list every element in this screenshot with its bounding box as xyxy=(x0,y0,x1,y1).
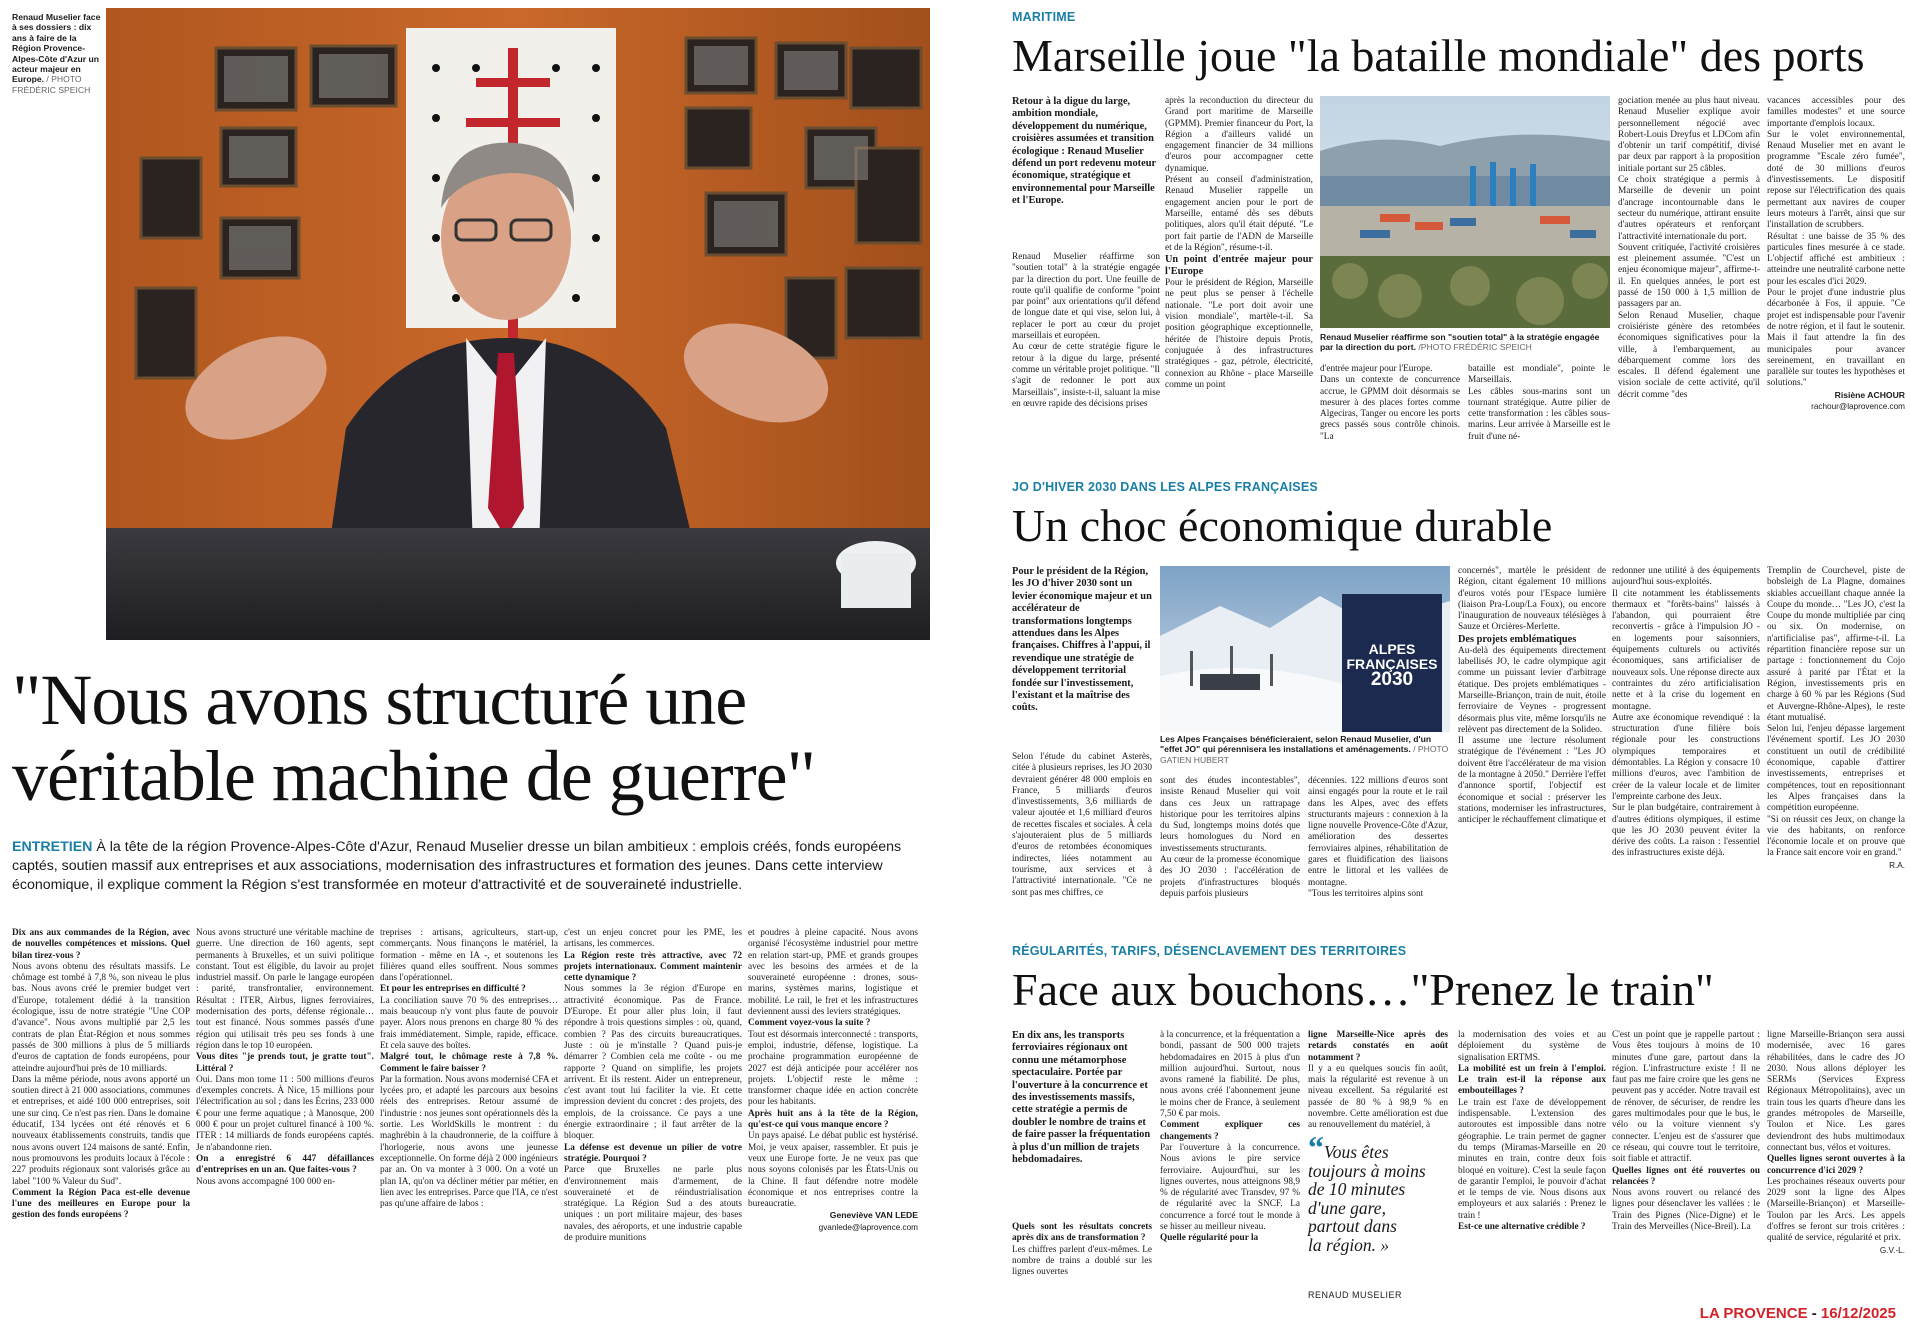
paragraph: Résultat : une baisse de 35 % des particules fines mesurée à ce stade. L'objectif affiché est ambitieux : atteindre une neutralité carbone nette pour les escales d'ici 2029. xyxy=(1767,231,1905,287)
paragraph: Le train est l'axe de développement indispensable. L'extension des autoroutes est impossible dans notre géographie. Le train permet de gagner du temps (Miramas-Marseille en 20 minutes en train, contre deux fois bloqué en voiture). C'est la seule façon de garantir l'emploi, le pouvoir d'achat et le temps de vie. Nous disons aux employeurs et aux salariés : Prenez le train ! xyxy=(1458,1097,1606,1221)
jo-col-5 xyxy=(1612,566,1760,922)
train-col-6 xyxy=(1767,1030,1905,1300)
paragraph: Il assume une lecture résolument stratégique de l'événement : "Les JO doivent être l'accélérateur de ma vision de la montagne à 2050." Derrière l'effet d'annonce sportif, l'objectif est économique et social : préserver les stations, moderniser les infrastructures, anticiper le réchauffement climatique et xyxy=(1458,736,1606,826)
interview-col-2 xyxy=(196,928,374,1318)
paragraph: Les câbles sous-marins sont un tournant stratégique. Autre pilier de cette transformation : les câbles sous-marins. Leur arrivée à Marseille est le fruit d'une né- xyxy=(1468,386,1610,442)
question: ligne Marseille-Nice après des retards constatés en août notamment ? xyxy=(1308,1030,1448,1063)
train-lead xyxy=(1012,1030,1152,1180)
question: Dix ans aux commandes de la Région, avec de nouvelles compétences et missions. Quel bilan tirez-vous ? xyxy=(12,928,190,961)
ski-photo-caption xyxy=(1160,734,1450,765)
jo-col-4 xyxy=(1458,566,1606,922)
standfirst xyxy=(12,838,918,895)
sign-line-1: ALPES xyxy=(1368,641,1416,657)
pullquote-line-1: Vous êtes xyxy=(1324,1142,1389,1162)
paragraph: "Si on réussit ces Jeux, on change la vie des habitants, on renforce l'économie locale et on prouve que la France sait encore voir en grand." xyxy=(1767,814,1905,859)
maritime-col-1 xyxy=(1012,252,1160,452)
question: Comment voyez-vous la suite ? xyxy=(748,1018,871,1029)
interview-signature xyxy=(748,1210,918,1233)
paragraph: C'est un point que je rappelle partout : Vous êtes toujours à moins de 10 minutes d'une gare, partout dans la région. L'infrastructure existe ! Il ne faut pas me faire croire que les gens ne peuvent pas y accéder. Notre travail est de rénover, de sécuriser, de rendre les gares multimodales pour que le bus, le vélo ou la voiture viennent s'y connecter. L'enjeu est de s'assurer que ce réseau, qui couvre tout le territoire, soit fiable et attractif. xyxy=(1612,1030,1760,1165)
paragraph: Il cite notamment les établissements thermaux et "forêts-bains" laissés à l'abandon, qui pourraient être reconvertis - grâce à l'impulsion JO - en logements pour saisonniers, équipements culturels ou activités économiques, sans artificialiser de nouveaux sols. Une réponse directe aux contraintes du zéro artificialisation nette et à la crise du logement en montagne. xyxy=(1612,588,1760,712)
paragraph: Ce choix stratégique a permis à Marseille de devenir un point d'ancrage incontournable dans le secteur du numérique, attirant ensuite d'autres opérateurs et renforçant l'attractivité internationale du port. xyxy=(1618,175,1760,242)
interview-col-1 xyxy=(12,928,190,1318)
paragraph: Selon lui, l'enjeu dépasse largement l'événement sportif. Les JO 2030 constituent un outil de crédibilité économique, capable d'attirer investissements, entreprises et compétences, tout en repositionnant les Alpes françaises dans la compétition européenne. xyxy=(1767,724,1905,814)
port-caption-text: Renaud Muselier réaffirme son "soutien total" à la stratégie engagée par la direction du port. xyxy=(1320,332,1600,353)
maritime-col-4 xyxy=(1468,364,1610,452)
train-lead-text: En dix ans, les transports ferroviaires régionaux ont connu une métamorphose spectaculaire. Portée par l'ouverture à la concurrence et des investissements massifs, cette stratégie a permis de doubler le nombre de trains et de faire passer la fréquentation à plus d'un million de trajets hebdomadaires. xyxy=(1012,1030,1151,1166)
jo-col-6 xyxy=(1767,566,1905,922)
paragraph: décennies. 122 millions d'euros sont ainsi engagés pour la route et le rail dans les Alpes, avec des effets structurants majeurs : connexion à la ligne nouvelle Provence-Côte d'Azur, amélioration des dessertes ferroviaires alpines, réhabilitation de gares et fluidification des liaisons entre le littoral et les vallées de montagne. xyxy=(1308,776,1448,888)
question: La Région reste très attractive, avec 72 projets internationaux. Comment maintenir cette dynamique ? xyxy=(564,950,742,984)
signature-name: Geneviève VAN LEDE xyxy=(829,1210,918,1221)
maritime-col-6 xyxy=(1767,96,1905,462)
paragraph: "Tous les territoires alpins sont xyxy=(1308,888,1424,899)
paragraph: d'entrée majeur pour l'Europe. xyxy=(1320,364,1433,374)
photo-caption xyxy=(12,12,102,95)
question: Quelle régularité pour la xyxy=(1160,1233,1259,1244)
paragraph: Nous avons rouvert ou relancé des lignes pour désenclaver les vallées : le Train des Pignes (Nice-Digne) et le Train des Merveilles (Nice-Breil). La xyxy=(1612,1188,1760,1233)
paragraph: bataille est mondiale", pointe le Marseillais. xyxy=(1468,364,1610,386)
quote-mark-icon: “ xyxy=(1308,1129,1324,1165)
jo-lead xyxy=(1012,566,1152,736)
paragraph: Par la formation. Nous avons modernisé CFA et lycées pro, et adapté les parcours aux besoins réels des entreprises. Retour assumé de l'industrie : nos jeunes sont opérationnels dès la sortie. Les WorldSkills le montrent : du maghrébin à la chaudronnerie, de la coiffure à l'horlogerie, nous avons une jeunesse exceptionnelle. On forme déjà 2 000 ingénieurs par an. On va monter à 3 000. On a voté un plan IA, qu'on va décliner métier par métier, en lien avec les entreprises. Parce que l'IA, ce n'est pas qu'une affaire de labos : xyxy=(380,1074,558,1210)
page-footer xyxy=(1700,1305,1896,1322)
train-signature: G.V.-L. xyxy=(1879,1245,1905,1255)
pullquote-line-3: de 10 minutes xyxy=(1308,1179,1406,1199)
train-col-1 xyxy=(1012,1222,1152,1322)
paragraph: Nous avons accompagné 100 000 en- xyxy=(196,1176,336,1187)
jo-col-3 xyxy=(1308,776,1448,922)
main-headline-line1: "Nous avons structuré une xyxy=(12,660,747,740)
train-col-3 xyxy=(1308,1030,1448,1130)
paragraph: concernés", martèle le président de Région, citant également 10 millions d'euros votés pour l'Espace lumière (liaison Pra-Loup/La Foux), ou encore l'inauguration de nouveaux télésièges à Sauze et Orcières-Merlette. xyxy=(1458,566,1606,633)
train-kicker: RÉGULARITÉS, TARIFS, DÉSENCLAVEMENT DES TERRITOIRES xyxy=(1012,944,1407,958)
pullquote-line-5: partout dans xyxy=(1308,1216,1397,1236)
paragraph: à la concurrence, et la fréquentation a bondi, passant de 500 000 trajets hebdomadaires en 2015 à plus d'un million aujourd'hui. Surtout, nous avons ramené la fiabilité. De plus, nous avons créé l'abonnement jeune le moins cher de France, à seulement 7,50 € par mois. xyxy=(1160,1030,1300,1120)
signature-mail: gvanlede@laprovence.com xyxy=(818,1222,918,1232)
paragraph: Les chiffres parlent d'eux-mêmes. Le nombre de trains a doublé sur les lignes ouvertes xyxy=(1012,1244,1152,1278)
train-col-5 xyxy=(1612,1030,1760,1322)
question: Comment la Région Paca est-elle devenue l'une des meilleures en Europe pour la gestion des fonds européens ? xyxy=(12,1187,190,1221)
train-headline: Face aux bouchons…"Prenez le train" xyxy=(1012,964,1714,1015)
paragraph: Nous sommes la 3e région d'Europe en attractivité économique. Pas de France. D'Europe. Et pour aller plus loin, il faut répondre à trois questions simples : où, quand, combien ? Pas des circuits bureaucratiques. Juste : où je m'installe ? Quand puis-je démarrer ? Combien cela me coûte - ou me rapporte ? Quand on simplifie, les projets arrivent. Et ils restent. Aider un entrepreneur, c'est avant tout lui faciliter la vie. Et cette impression devient du concret : des projets, des emplois, de la croissance. Ce pays a une énergie extraordinaire ; il faut arrêter de la bloquer. xyxy=(564,984,742,1142)
paragraph: Au-delà des équipements directement labellisés JO, le cadre olympique agit comme un puissant levier d'arbitrage étatique. Des projets emblématiques - Marseille-Briançon, train de nuit, étoile ferroviaire de Veynes - progressent désormais plus vite, même lorsqu'ils ne relèvent pas directement de la Solideo. xyxy=(1458,645,1606,735)
maritime-col-5 xyxy=(1618,96,1760,452)
maritime-kicker: MARITIME xyxy=(1012,10,1076,24)
maritime-col-6-body xyxy=(1767,96,1905,390)
caption-text: Renaud Muselier face à ses dossiers : dix ans à faire de la Région Provence-Alpes-Côte d'Azur un acteur majeur en Europe. xyxy=(12,12,101,85)
paragraph: Nous avons obtenu des résultats massifs. Le chômage est tombé à 7,8 %, son niveau le plus bas. Nous avons créé le premier budget vert d'Europe, totalement dédié à la transition écologique, issu de notre stratégie "Une COP d'avance". Nous avons multiplié par 2,5 les contrats de plan État-Région et nous sommes passés de 300 millions à plus de 5 milliards d'euros de captation de fonds européens, pour atteindre aujourd'hui près de 10 milliards. xyxy=(12,961,190,1074)
maritime-headline: Marseille joue "la bataille mondiale" des ports xyxy=(1012,30,1865,81)
paragraph: après la reconduction du directeur du Grand port maritime de Marseille (GPMM). Premier financeur du Port, la Région a d'ailleurs validé un engagement financier de 34 millions d'euros pour accompagner cette dynamique. xyxy=(1165,96,1313,174)
paragraph: Dans la même période, nous avons apporté un soutien direct à 21 000 associations, communes et entreprises, et aidé 100 000 entreprises, soit une sur cinq. Ce n'est pas rien. Dans le domaine éducatif, 134 lycées ont été rénovés et 6 nouveaux établissements construits, tandis que nous avons ouvert 124 maisons de santé. Enfin, nous promouvons les produits locaux à l'école : 227 produits régionaux sont valorisés grâce au label "100 % Valeur du Sud". xyxy=(12,1074,190,1187)
paragraph: Pour le président de Région, Marseille ne peut plus se penser à l'échelle nationale. "Le port doit avoir une vision mondiale", martèle-t-il. Sa position géographique exceptionnelle, héritée de l'histoire depuis Protis, conjuguée à des infrastructures stratégiques - gaz, pétrole, électricité, connexion au Rhône - place Marseille comme un point xyxy=(1165,278,1313,390)
ski-sign xyxy=(1346,642,1438,688)
question: Quelles lignes ont été rouvertes ou relancées ? xyxy=(1612,1165,1760,1187)
paragraph: Tremplin de Courchevel, piste de bobsleigh de La Plagne, domaines skiables accueillant chaque année la Coupe du monde… "Les JO, c'est la Coupe du monde multipliée par cinq ou six. On modernise, on n'artificialise pas", affirme-t-il. La répartition financière repose sur un partage : fonctionnement du Cojo assuré à parité par l'État et la Région, investissements pris en charge à 60 % par les Régions (Sud et Auvergne-Rhône-Alpes), le reste étant mutualisé. xyxy=(1767,566,1905,723)
paragraph: Autre axe économique revendiqué : la structuration d'une filière bois régionale pour les constructions olympiques temporaires et démontables. La Région y consacre 10 millions d'euros, avec l'ambition de créer de la valeur locale et de limiter l'empreinte carbone des Jeux. xyxy=(1612,712,1760,802)
paragraph: vacances accessibles pour des familles modestes" et une source importante d'emplois locaux. xyxy=(1767,96,1905,129)
maritime-lead-text: Retour à la digue du large, ambition mondiale, développement du numérique, croisières assumées et transition écologique : Renaud Muselier défend un port redevenu moteur économique, stratégique et environnemental pour Marseille et l'Europe. xyxy=(1012,96,1156,207)
paragraph: Au cœur de la promesse économique des JO 2030 : l'accélération de projets d'infrastructures bloqués depuis parfois plusieurs xyxy=(1160,855,1300,899)
question: Malgré tout, le chômage reste à 7,8 %. Comment le faire baisser ? xyxy=(380,1052,558,1074)
jo-col-2 xyxy=(1160,776,1300,922)
sign-line-2: FRANÇAISES xyxy=(1346,656,1438,672)
paragraph: Tout est désormais interconnecté : transports, emploi, industrie, défense, logistique. La prochaine programmation européenne de 2027 est déjà anticipée pour accélérer nos projets. L'objectif reste le même : transformer chaque idée en action concrète pour les habitants. xyxy=(748,1029,918,1108)
paragraph: la modernisation des voies et au déploiement du système de signalisation ERTMS. xyxy=(1458,1030,1606,1063)
sign-line-3: 2030 xyxy=(1370,669,1414,690)
paragraph: Nous avons structuré une véritable machine de guerre. Une direction de 160 agents, sept permanents à Bruxelles, et un suivi politique constant. Tout est éligible, du lavoir au projet industriel massif. On parle le langage européen : parité, transfrontalier, environnement. Résultat : ITER, Airbus, lignes ferroviaires, modernisation des ports, défense régionale… tout est financé. Nous sommes passés d'une région qui utilisait très peu ses fonds à une région dans le top 10 européen. xyxy=(196,928,374,1051)
maritime-col-2 xyxy=(1165,96,1313,452)
paragraph: Pour le projet d'une industrie plus décarbonée à Fos, il appuie. "Ce projet est indispensable pour l'avenir de notre région, et il faut le soutenir. Mais il faut attendre la fin des municipales pour avancer sereinement, en travaillant en parallèle sur toutes les hypothèses et solutions." xyxy=(1767,288,1905,389)
subheading: Un point d'entrée majeur pour l'Europe xyxy=(1165,254,1313,278)
interview-col-5 xyxy=(748,928,918,1318)
footer-date: 16/12/2025 xyxy=(1820,1305,1896,1322)
paragraph: Au cœur de cette stratégie figure le retour à la digue du large, présenté comme un véritable projet politique. "Il s'agit de redonner le port aux Marseillais", insiste-t-il, saluant la mise en œuvre rapide des décisions prises xyxy=(1012,342,1160,409)
standfirst-tag: ENTRETIEN xyxy=(12,839,93,855)
paragraph: Les prochaines réseaux ouverts pour 2029 sont la ligne des Alpes (Marseille-Briançon) et Marseille-Toulon par les Arcs. Les appels d'offres se feront sur trois critères : qualité de service, régularité et prix. xyxy=(1767,1176,1905,1244)
port-caption-credit: /PHOTO FRÉDÉRIC SPEICH xyxy=(1418,342,1532,353)
question: Vous dites "je prends tout, je gratte tout". Littéral ? xyxy=(196,1052,374,1074)
paragraph: gociation menée au plus haut niveau. Renaud Muselier explique avoir personnellement négocié avec Robert-Louis Dreyfus et LDCom afin d'obtenir un tarif compétitif, divisé par deux par rapport à la proposition initiale portant sur 25 câbles. xyxy=(1618,96,1760,174)
paragraph: Selon Renaud Muselier, chaque croisiériste génère des retombées économiques significatives pour la ville, à l'embarquement, au débarquement comme lors des escales. Il défend également une vision sociale de cette activité, qu'il décrit comme "des xyxy=(1618,310,1760,400)
maritime-signature xyxy=(1767,390,1905,413)
paragraph: Par l'ouverture à la concurrence. Nous avions le pire service ferroviaire. Aujourd'hui, sur les lignes ouvertes, nous atteignons 98,9 % de régularité avec Transdev, 97 % de régularité avec la SNCF. La concurrence a forcé tout le monde à se hisser au meilleur niveau. xyxy=(1160,1142,1300,1233)
paragraph: c'est un enjeu concret pour les PME, les artisans, les commerces. xyxy=(564,928,742,950)
question: On a enregistré 6 447 défaillances d'entreprises en un an. Que faites-vous ? xyxy=(196,1153,374,1176)
paragraph: redonner une utilité à des équipements aujourd'hui sous-exploités. xyxy=(1612,566,1760,588)
jo-kicker: JO D'HIVER 2030 DANS LES ALPES FRANÇAISES xyxy=(1012,480,1318,494)
question: Comment expliquer ces changements ? xyxy=(1160,1120,1300,1142)
jo-headline: Un choc économique durable xyxy=(1012,500,1553,551)
pullquote xyxy=(1308,1129,1456,1255)
question: Et pour les entreprises en difficulté ? xyxy=(380,984,526,995)
paragraph: Présent au conseil d'administration, Renaud Muselier rappelle un engagement ancien pour le port de Marseille, entamé dès ses débuts politiques, alors qu'il était député. "Le port fait partie de l'ADN de Marseille et de la Région", résume-t-il. xyxy=(1165,175,1313,253)
jo-lead-text: Pour le président de la Région, les JO d'hiver 2030 sont un levier économique majeur et un accélérateur de transformations longtemps attendues dans les Alpes françaises. Chiffres à l'appui, il revendique une stratégie de développement territorial fondée sur l'investissement, l'existant et la maîtrise des coûts. xyxy=(1012,566,1152,714)
question: Est-ce une alternative crédible ? xyxy=(1458,1222,1586,1233)
paragraph: Souvent critiquée, l'activité croisières est pleinement assumée. "C'est un enjeu économique majeur", affirme-t-il. En quelques années, le port est passé de 150 000 à 1,5 million de passagers par an. xyxy=(1618,242,1760,310)
jo-col-6-body xyxy=(1767,566,1905,860)
question: La mobilité est un frein à l'emploi. Le train est-il la réponse aux embouteillages ? xyxy=(1458,1063,1606,1097)
standfirst-text: À la tête de la région Provence-Alpes-Côte d'Azur, Renaud Muselier dresse un bilan ambitieux : emplois créés, fonds européens captés, soutien massif aux entreprises et aux associations, modernisation des infrastructures et formation des jeunes. Dans cette interview économique, il explique comment la Région s'est transformée en moteur d'attractivité et de souveraineté industrielle. xyxy=(12,839,902,893)
train-col-4 xyxy=(1458,1030,1606,1322)
interview-col-4 xyxy=(564,928,742,1318)
ski-photo xyxy=(1160,566,1450,732)
pullquote-author: RENAUD MUSELIER xyxy=(1308,1290,1403,1300)
port-photo xyxy=(1320,96,1610,328)
paragraph: Selon l'étude du cabinet Asterès, citée à plusieurs reprises, les JO 2030 devraient générer 48 000 emplois en France, 5 milliards d'euros d'investissements, 3,6 milliards de valeur ajoutée et 1,6 milliard d'euros de recettes fiscales et sociales. À cela s'ajouteraient plus de 5 milliards d'euros de retombées économiques indirectes, liées notamment au tourisme, aux services et à l'attractivité internationale. "Ce ne sont pas mes chiffres, ce xyxy=(1012,752,1152,898)
paragraph: sont des études incontestables", insiste Renaud Muselier qui voit dans ces Jeux un rattrapage historique pour les territoires alpins du Sud, longtemps moins dotés que leurs homologues du Nord en investissements structurants. xyxy=(1160,776,1300,854)
paragraph: et poudres à pleine capacité. Nous avons organisé l'écosystème industriel pour mettre en relation start-up, PME et grands groupes avec les besoins des armées et de la souveraineté européenne : drones, sous-marins, systèmes marins, logistique et mobilité. Le rail, le fret et les infrastructures deviennent aussi des leviers stratégiques. xyxy=(748,928,918,1018)
paragraph: La conciliation sauve 70 % des entreprises… mais beaucoup n'y vont plus faute de pouvoir payer. Alors nous prenons en charge 80 % des frais immédiatement. Simple, rapide, efficace. Et cela sauve des boîtes. xyxy=(380,995,558,1051)
paragraph: Dans un contexte de concurrence accrue, le GPMM doit désormais se mesurer à des places fortes comme Algeciras, Tanger ou encore les ports grecs passés sous contrôle chinois. "La xyxy=(1320,375,1460,442)
maritime-sig-mail: rachour@laprovence.com xyxy=(1811,402,1905,412)
question: La défense est devenue un pilier de votre stratégie. Pourquoi ? xyxy=(564,1142,742,1164)
paragraph: Sur le volet environnemental, Renaud Muselier met en avant le programme "Escale zéro fumée", doté de 30 millions d'euros d'investissements. Le dispositif repose sur l'électrification des quais permettant aux navires de couper leurs moteurs à l'arrêt, ainsi que sur l'installation de scrubbers. xyxy=(1767,129,1905,231)
question: Quels sont les résultats concrets après dix ans de transformation ? xyxy=(1012,1222,1152,1244)
port-photo-caption xyxy=(1320,332,1610,353)
subheading: Des projets emblématiques xyxy=(1458,633,1577,645)
maritime-col-3 xyxy=(1320,364,1460,452)
ski-caption-credit: / PHOTO GATIEN HUBERT xyxy=(1160,744,1449,765)
train-col-6-body xyxy=(1767,1030,1905,1245)
jo-col-1 xyxy=(1012,752,1152,922)
jo-signature: R.A. xyxy=(1889,860,1905,870)
maritime-lead xyxy=(1012,96,1160,246)
pullquote-line-6: la région. » xyxy=(1308,1234,1390,1255)
paragraph: ligne Marseille-Briançon sera aussi modernisée, avec 16 gares réhabilitées, dans le cadre des JO 2030. Nous allons déployer les SERMs (Services Express Régionaux Métropolitains), avec un train tous les quarts d'heure dans les grandes métropoles de Marseille, Toulon et Nice. Les gares deviendront des hubs multimodaux connectant bus, vélos et voitures. xyxy=(1767,1030,1905,1153)
interview-photo xyxy=(106,8,930,640)
paragraph: Parce que Bruxelles ne parle plus d'environnement mais d'armement, de souveraineté et de réindustrialisation stratégique. La Région Sud a des atouts uniques : un port militaire majeur, des bases navales, des aéroports, et une industrie capable de produire munitions xyxy=(564,1165,742,1244)
paragraph: Oui. Dans mon tome 11 : 500 millions d'euros d'exemples concrets. À Nice, 15 millions pour l'électrification au sol ; dans les Écrins, 233 000 € pour une ferme aquatique ; à Manosque, 200 000 € pour un projet culturel financé à 100 %. ITER : 14 milliards de fonds européens captés. Je n'abandonne rien. xyxy=(196,1074,374,1153)
pullquote-line-2: toujours à moins xyxy=(1308,1160,1426,1181)
ski-caption-text: Les Alpes Françaises bénéficieraient, selon Renaud Muselier, d'un "effet JO" qui pérenniserа les installations et aménagements. xyxy=(1160,734,1432,755)
interview-col-3 xyxy=(380,928,558,1318)
question: Quelles lignes seront ouvertes à la concurrence d'ici 2029 ? xyxy=(1767,1154,1905,1176)
main-headline-line2: véritable machine de guerre" xyxy=(12,736,815,816)
paragraph: Il y a eu quelques soucis fin août, mais la régularité est revenue à un niveau excellent. Sa régularité est passée de 80 % à 98,9 % en novembre. Cette amélioration est due au renouvellement du matériel, à xyxy=(1308,1063,1448,1130)
train-col-2 xyxy=(1160,1030,1300,1322)
paragraph: treprises : artisans, agriculteurs, start-up, commerçants. Nous finançons le matériel, la formation - même en IA -, et soutenons les filières quand elles souffrent. Nous sommes dans l'opérationnel. xyxy=(380,928,558,984)
caption-credit: / PHOTO FRÉDÉRIC SPEICH xyxy=(12,74,91,95)
pullquote-line-4: d'une gare, xyxy=(1308,1197,1386,1218)
paragraph: Sur le plan budgétaire, contrairement à d'autres éditions olympiques, il estime que les JO 2030 peuvent éviter la dérive des coûts. La raison : l'essentiel des infrastructures existe déjà. xyxy=(1612,803,1760,859)
footer-brand: LA PROVENCE xyxy=(1699,1305,1808,1322)
paragraph: Un pays apaisé. Le débat public est hystérisé. Moi, je veux apaiser, rassembler. Et puis je veux une Europe forte. Je ne veux pas que nous soyons colonisés par les États-Unis ou la Chine. Il faut défendre notre modèle économique et nos entreprises contre la bureaucratie. xyxy=(748,1131,918,1210)
footer-sep: - xyxy=(1807,1305,1821,1322)
interview-col-5-body xyxy=(748,928,918,1210)
maritime-sig-name: Risiène ACHOUR xyxy=(1834,389,1905,400)
question: Après huit ans à la tête de la Région, qu'est-ce qui vous manque encore ? xyxy=(748,1108,918,1131)
paragraph: Renaud Muselier réaffirme son "soutien total" à la stratégie engagée par la direction du port. Une feuille de route qu'il qualifie de conforme "point par point" aux orientations qu'il défend de longue date et qui vise, selon lui, à replacer le port au cœur du projet marseillais et européen. xyxy=(1012,252,1160,342)
